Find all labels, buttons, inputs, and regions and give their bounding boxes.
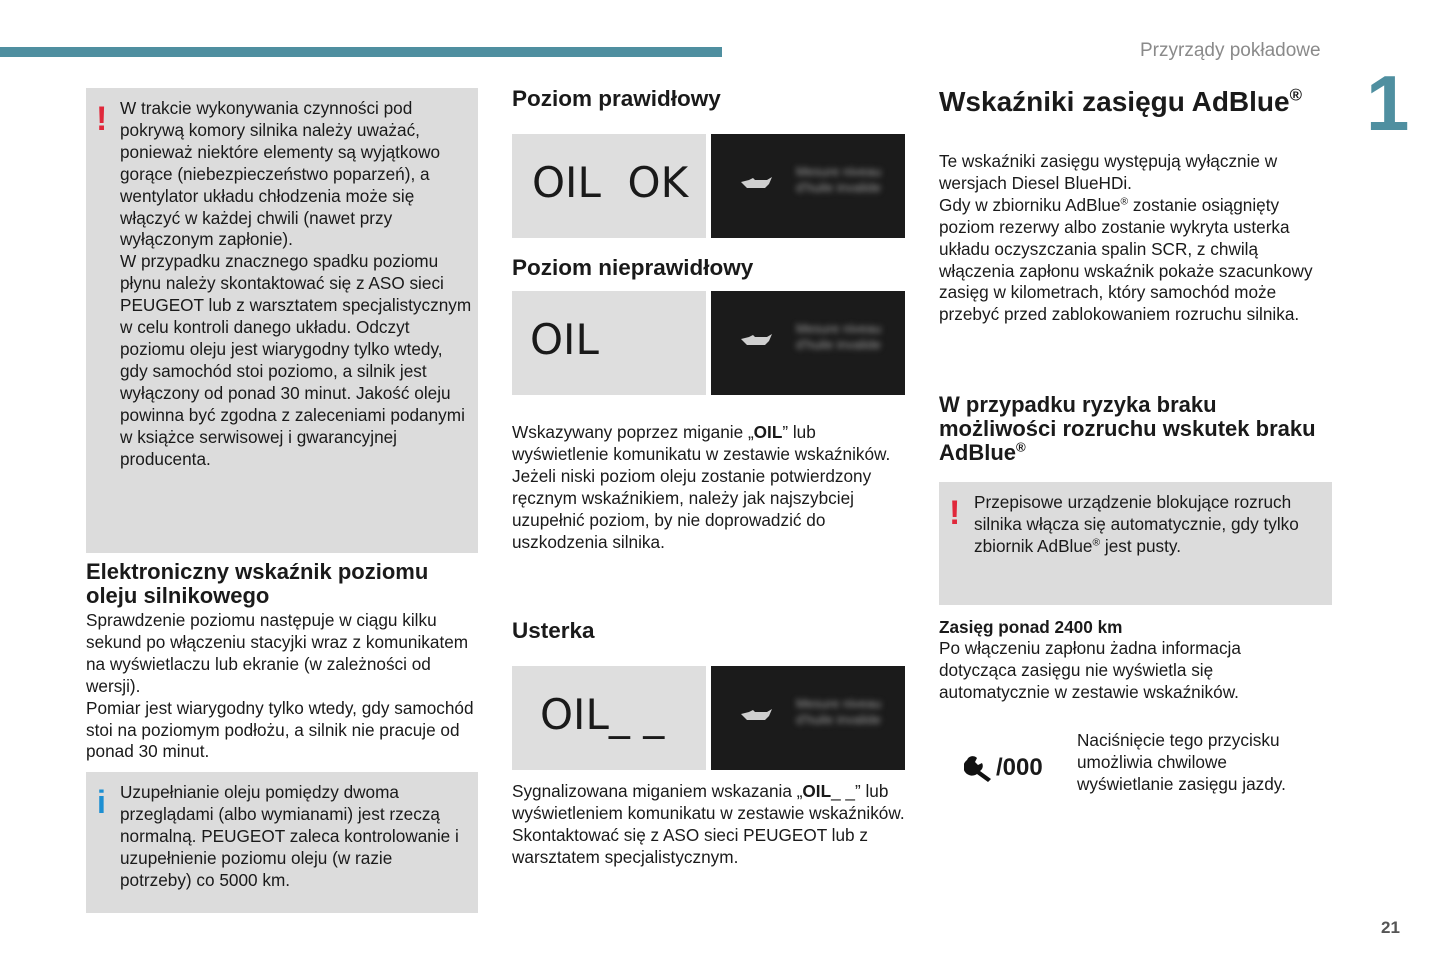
oil-fault-display (512, 666, 706, 770)
dashboard-display (711, 134, 905, 238)
chapter-number: 1 (1366, 59, 1410, 147)
adblue-warning-text: Przepisowe urządzenie blokujące rozruch silnika włącza się automatycznie, gdy tylko zbiornik AdBlue® jest pusty. (974, 492, 1299, 556)
correct-level-heading: Poziom prawidłowy (512, 86, 721, 111)
adblue-intro-paragraph-1: Te wskaźniki zasięgu występują wyłącznie w wersjach Diesel BlueHDi. (939, 151, 1278, 193)
section-title: Przyrządy pokładowe (1140, 40, 1321, 61)
oil-indicator-paragraph-1: Sprawdzenie poziomu następuje w ciągu kilku sekund po włączeniu stacyjki wraz z komunikatem na wyświetlaczu lub ekranie (w zależności od wersji). (86, 610, 469, 696)
fault-paragraph: Sygnalizowana miganiem wskazania „OIL_ _” lub wyświetleniem komunikatu w zestawie wskaźników. Skontaktować się z ASO sieci PEUGEOT lub z warsztatem specjalistycznym. (512, 781, 905, 867)
warning-paragraph-2: W przypadku znacznego spadku poziomu płynu należy skontaktować się z ASO sieci PEUGEOT lub z warsztatem specjalistycznym w celu kontroli danego układu. Odczyt poziomu oleju jest wiarygodny tylko wtedy, gdy samochód stoi poziomo, a silnik jest wyłączony od ponad 30 minut. Jakość oleju powinna być zgodna z zaleceniami podanymi w książce serwisowej i gwarancyjnej producenta. (120, 251, 472, 469)
info-icon: i (97, 784, 106, 820)
page-number: 21 (1381, 918, 1400, 937)
risk-heading: W przypadku ryzyka braku możliwości rozruchu wskutek braku AdBlue® (939, 392, 1316, 465)
fault-heading: Usterka (512, 618, 595, 643)
header-accent-bar (0, 47, 722, 57)
oil-low-text: OIL (530, 315, 599, 364)
oil-can-icon (739, 176, 773, 190)
blurred-message: Mesure niveau d'huile invalide (796, 321, 882, 352)
oil-ok-text: OIL OK (532, 158, 689, 207)
info-box (86, 772, 478, 913)
warning-box (86, 88, 478, 553)
range-heading: Zasięg ponad 2400 km (939, 617, 1123, 637)
oil-indicator-heading: Elektroniczny wskaźnik poziomu oleju silnikowego (86, 559, 429, 608)
range-button[interactable] (964, 752, 1043, 784)
range-button-label: /000 (996, 754, 1043, 781)
range-text: Po włączeniu zapłonu żadna informacja dotycząca zasięgu nie wyświetla się automatycznie w zestawie wskaźników. (939, 638, 1241, 702)
wrench-icon (964, 754, 994, 782)
oil-can-icon (739, 708, 773, 722)
dashboard-display (711, 291, 905, 395)
adblue-intro-paragraph-2: Gdy w zbiorniku AdBlue® zostanie osiągnięty poziom rezerwy albo zostanie wykryta usterka układu oczyszczania spalin SCR, z chwilą włączenia zapłonu wskaźnik pokaże szacunkowy zasięg w kilometrach, który samochód może przebyć przed zablokowaniem rozruchu silnika. (939, 194, 1313, 325)
blurred-message: Mesure niveau d'huile invalide (796, 696, 882, 727)
low-level-paragraph-2: Jeżeli niski poziom oleju zostanie potwierdzony ręcznym wskaźnikiem, należy jak najszybciej uzupełnić poziom, by nie doprowadzić do uszkodzenia silnika. (512, 465, 872, 552)
oil-low-display (512, 291, 706, 395)
info-text: Uzupełnianie oleju pomiędzy dwoma przeglądami (albo wymianami) jest rzeczą normalną. PEUGEOT zaleca kontrolowanie i uzupełnienie poziomu oleju (w razie potrzeby) co 5000 km. (120, 782, 459, 890)
warning-box (939, 482, 1332, 605)
adblue-title: Wskaźniki zasięgu AdBlue® (939, 85, 1302, 117)
oil-indicator-paragraph-2: Pomiar jest wiarygodny tylko wtedy, gdy samochód stoi na poziomym podłożu, a silnik nie pracuje od ponad 30 minut. (86, 697, 474, 762)
exclamation-icon: ! (96, 100, 108, 138)
exclamation-icon: ! (949, 494, 961, 532)
warning-paragraph-1: W trakcie wykonywania czynności pod pokrywą komory silnika należy uważać, ponieważ niektóre elementy są wyjątkowo gorące (niebezpieczeństwo poparzeń), a wentylator układu chłodzenia może się włączyć w każdej chwili (nawet przy wyłączonym zapłonie). (120, 98, 441, 250)
oil-fault-text: OIL_ _ (540, 690, 665, 739)
oil-ok-display (512, 134, 706, 238)
range-button-description: Naciśnięcie tego przycisku umożliwia chwilowe wyświetlanie zasięgu jazdy. (1077, 730, 1286, 794)
low-level-paragraph-1: Wskazywany poprzez miganie „OIL” lub wyświetlenie komunikatu w zestawie wskaźników. (512, 422, 891, 464)
incorrect-level-heading: Poziom nieprawidłowy (512, 255, 754, 280)
dashboard-display (711, 666, 905, 770)
blurred-message: Mesure niveau d'huile invalide (796, 164, 882, 195)
oil-can-icon (739, 333, 773, 347)
